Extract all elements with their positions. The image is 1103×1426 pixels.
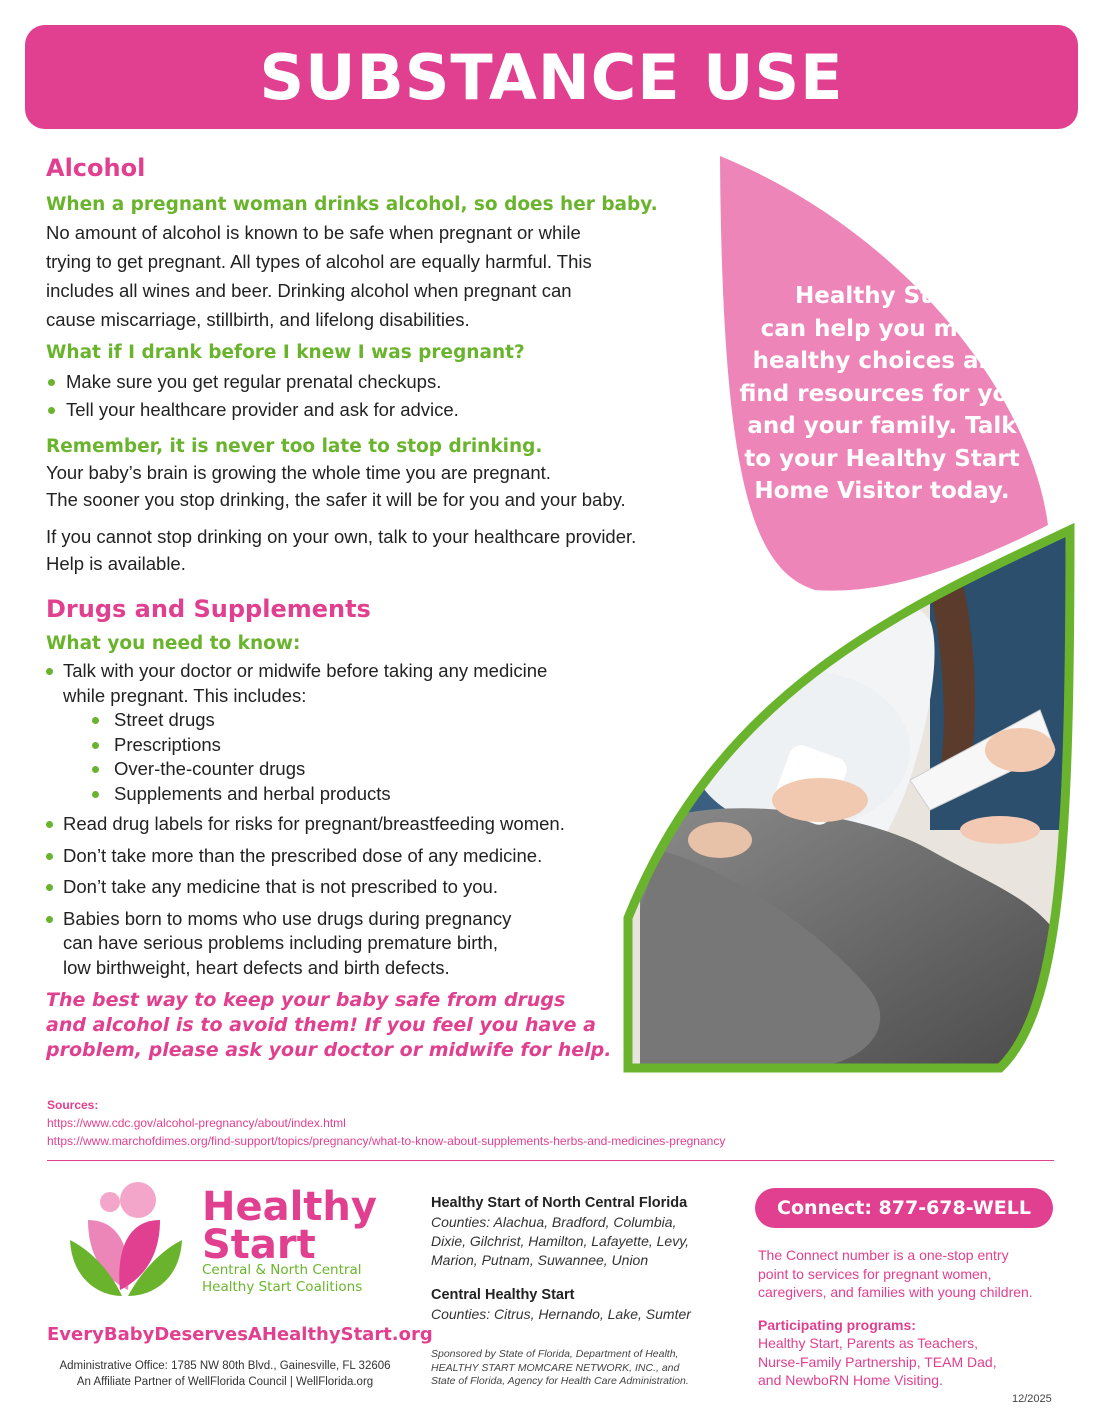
org-name: Central Healthy Start bbox=[431, 1287, 575, 1303]
text-line: Healthy Start Coalitions bbox=[202, 1279, 363, 1295]
text-line: Counties: Alachua, Bradford, Columbia, bbox=[431, 1214, 677, 1230]
text-line: If you cannot stop drinking on your own, talk to your healthcare provider. bbox=[46, 526, 637, 547]
list-item: Make sure you get regular prenatal checkups. bbox=[46, 368, 686, 396]
drugs-heading: Drugs and Supplements bbox=[46, 595, 371, 623]
text-line: Talk with your doctor or midwife before taking any medicine bbox=[63, 660, 548, 681]
sponsor-note bbox=[431, 1348, 731, 1389]
list-item: Supplements and herbal products bbox=[80, 782, 686, 807]
text-line: includes all wines and beer. Drinking alcohol when pregnant can bbox=[46, 280, 572, 301]
list-item: Over-the-counter drugs bbox=[80, 757, 686, 782]
drugs-inner-list bbox=[80, 708, 686, 806]
callout-line: healthy choices and bbox=[752, 348, 1012, 374]
text-line: while pregnant. This includes: bbox=[63, 684, 307, 706]
text-line: The best way to keep your baby safe from drugs bbox=[46, 989, 566, 1011]
text-line: Babies born to moms who use drugs during pregnancy bbox=[63, 907, 512, 929]
source-link-cdc[interactable]: https://www.cdc.gov/alcohol-pregnancy/about/index.html bbox=[47, 1116, 346, 1130]
text-line: Dixie, Gilchrist, Hamilton, Lafayette, Levy, bbox=[431, 1233, 690, 1249]
text-line: low birthweight, heart defects and birth defects. bbox=[63, 956, 450, 978]
alcohol-subheading-2: What if I drank before I knew I was pregnant? bbox=[46, 342, 525, 363]
coalition-counties bbox=[431, 1194, 731, 1324]
alcohol-paragraph-2 bbox=[46, 460, 686, 513]
alcohol-paragraph-1 bbox=[46, 218, 686, 334]
drugs-subheading: What you need to know: bbox=[46, 633, 301, 654]
alcohol-subheading-3: Remember, it is never too late to stop drinking. bbox=[46, 436, 543, 457]
sources bbox=[47, 1096, 725, 1150]
alcohol-bullet-list bbox=[46, 368, 686, 424]
text-line: HEALTHY START MOMCARE NETWORK, INC., and bbox=[431, 1361, 680, 1374]
list-item bbox=[46, 907, 686, 981]
closing-message bbox=[46, 988, 686, 1063]
text-line: State of Florida, Agency for Health Care Administration. bbox=[431, 1375, 689, 1387]
revision-date: 12/2025 bbox=[1012, 1393, 1052, 1405]
alcohol-subheading-1: When a pregnant woman drinks alcohol, so does her baby. bbox=[46, 194, 658, 215]
text-line: can have serious problems including premature birth, bbox=[63, 932, 498, 953]
connect-phone-button[interactable]: Connect: 877-678-WELL bbox=[755, 1188, 1053, 1228]
text-line: Healthy Start, Parents as Teachers, bbox=[758, 1335, 978, 1351]
programs-heading: Participating programs: bbox=[758, 1316, 916, 1333]
title-banner bbox=[25, 25, 1078, 129]
text-line: Central & North Central bbox=[202, 1262, 362, 1278]
list-item: Don’t take any medicine that is not prescribed to you. bbox=[46, 875, 686, 900]
drugs-bullet-list-2 bbox=[46, 812, 686, 980]
callout-line: to your Healthy Start bbox=[744, 445, 1020, 472]
text-line: caregivers, and families with young children. bbox=[758, 1284, 1033, 1300]
callout-line: find resources for you bbox=[739, 380, 1025, 407]
drugs-bullet-list bbox=[46, 659, 686, 708]
logo-subtitle bbox=[202, 1262, 362, 1296]
text-line: and NewboRN Home Visiting. bbox=[758, 1372, 943, 1388]
text-line: trying to get pregnant. All types of alcohol are equally harmful. This bbox=[46, 251, 592, 272]
page-title: SUBSTANCE USE bbox=[259, 40, 844, 114]
org-counties bbox=[431, 1213, 731, 1270]
callout-line: Healthy Start bbox=[794, 283, 970, 309]
callout-line: and your family. Talk bbox=[747, 413, 1017, 439]
text-line: An Affiliate Partner of WellFlorida Council | WellFlorida.org bbox=[76, 1376, 374, 1388]
connect-info bbox=[758, 1246, 1068, 1390]
list-item: Don’t take more than the prescribed dose of any medicine. bbox=[46, 844, 686, 869]
callout-line: Home Visitor today. bbox=[754, 478, 1010, 504]
org-counties: Counties: Citrus, Hernando, Lake, Sumter bbox=[431, 1306, 691, 1322]
office-address bbox=[40, 1358, 410, 1390]
text-line: Marion, Putnam, Suwannee, Union bbox=[431, 1252, 649, 1268]
list-item: Read drug labels for risks for pregnant/breastfeeding women. bbox=[46, 812, 686, 837]
text-line: problem, please ask your doctor or midwife for help. bbox=[46, 1039, 612, 1061]
logo-word: Start bbox=[202, 1222, 316, 1268]
list-item: Tell your healthcare provider and ask for advice. bbox=[46, 396, 686, 424]
alcohol-paragraph-3 bbox=[46, 524, 686, 577]
list-item: Prescriptions bbox=[80, 733, 686, 758]
text-line: Your baby’s brain is growing the whole time you are pregnant. bbox=[46, 462, 551, 483]
list-item: Street drugs bbox=[80, 708, 686, 733]
text-line: The Connect number is a one-stop entry bbox=[758, 1247, 1009, 1263]
text-line: cause miscarriage, stillbirth, and lifelong disabilities. bbox=[46, 309, 470, 330]
website-link[interactable]: EveryBabyDeservesAHealthyStart.org bbox=[47, 1324, 433, 1345]
text-line: Help is available. bbox=[46, 552, 186, 574]
logo-wordmark bbox=[202, 1184, 377, 1268]
logo-word: Healthy bbox=[202, 1184, 377, 1230]
text-line: Administrative Office: 1785 NW 80th Blvd., Gainesville, FL 32606 bbox=[59, 1360, 391, 1372]
text-line: Nurse-Family Partnership, TEAM Dad, bbox=[758, 1353, 997, 1370]
text-line: No amount of alcohol is known to be safe when pregnant or while bbox=[46, 222, 581, 243]
source-link-marchofdimes[interactable]: https://www.marchofdimes.org/find-support/topics/pregnancy/what-to-know-about-supplements-herbs-and-medicines-pregnancy bbox=[47, 1134, 726, 1148]
text-line: point to services for pregnant women, bbox=[758, 1265, 992, 1282]
org-name: Healthy Start of North Central Florida bbox=[431, 1195, 688, 1211]
healthy-start-callout bbox=[722, 280, 1042, 508]
main-content bbox=[46, 150, 686, 1063]
alcohol-heading: Alcohol bbox=[46, 154, 146, 182]
text-line: and alcohol is to avoid them! If you feel you have a bbox=[46, 1014, 596, 1036]
divider bbox=[47, 1160, 1054, 1161]
callout-line: can help you make bbox=[760, 315, 1004, 342]
text-line: The sooner you stop drinking, the safer it will be for you and your baby. bbox=[46, 488, 626, 510]
sources-label: Sources: bbox=[47, 1098, 99, 1112]
list-item bbox=[46, 659, 686, 708]
text-line: Sponsored by State of Florida, Department of Health, bbox=[431, 1348, 679, 1360]
